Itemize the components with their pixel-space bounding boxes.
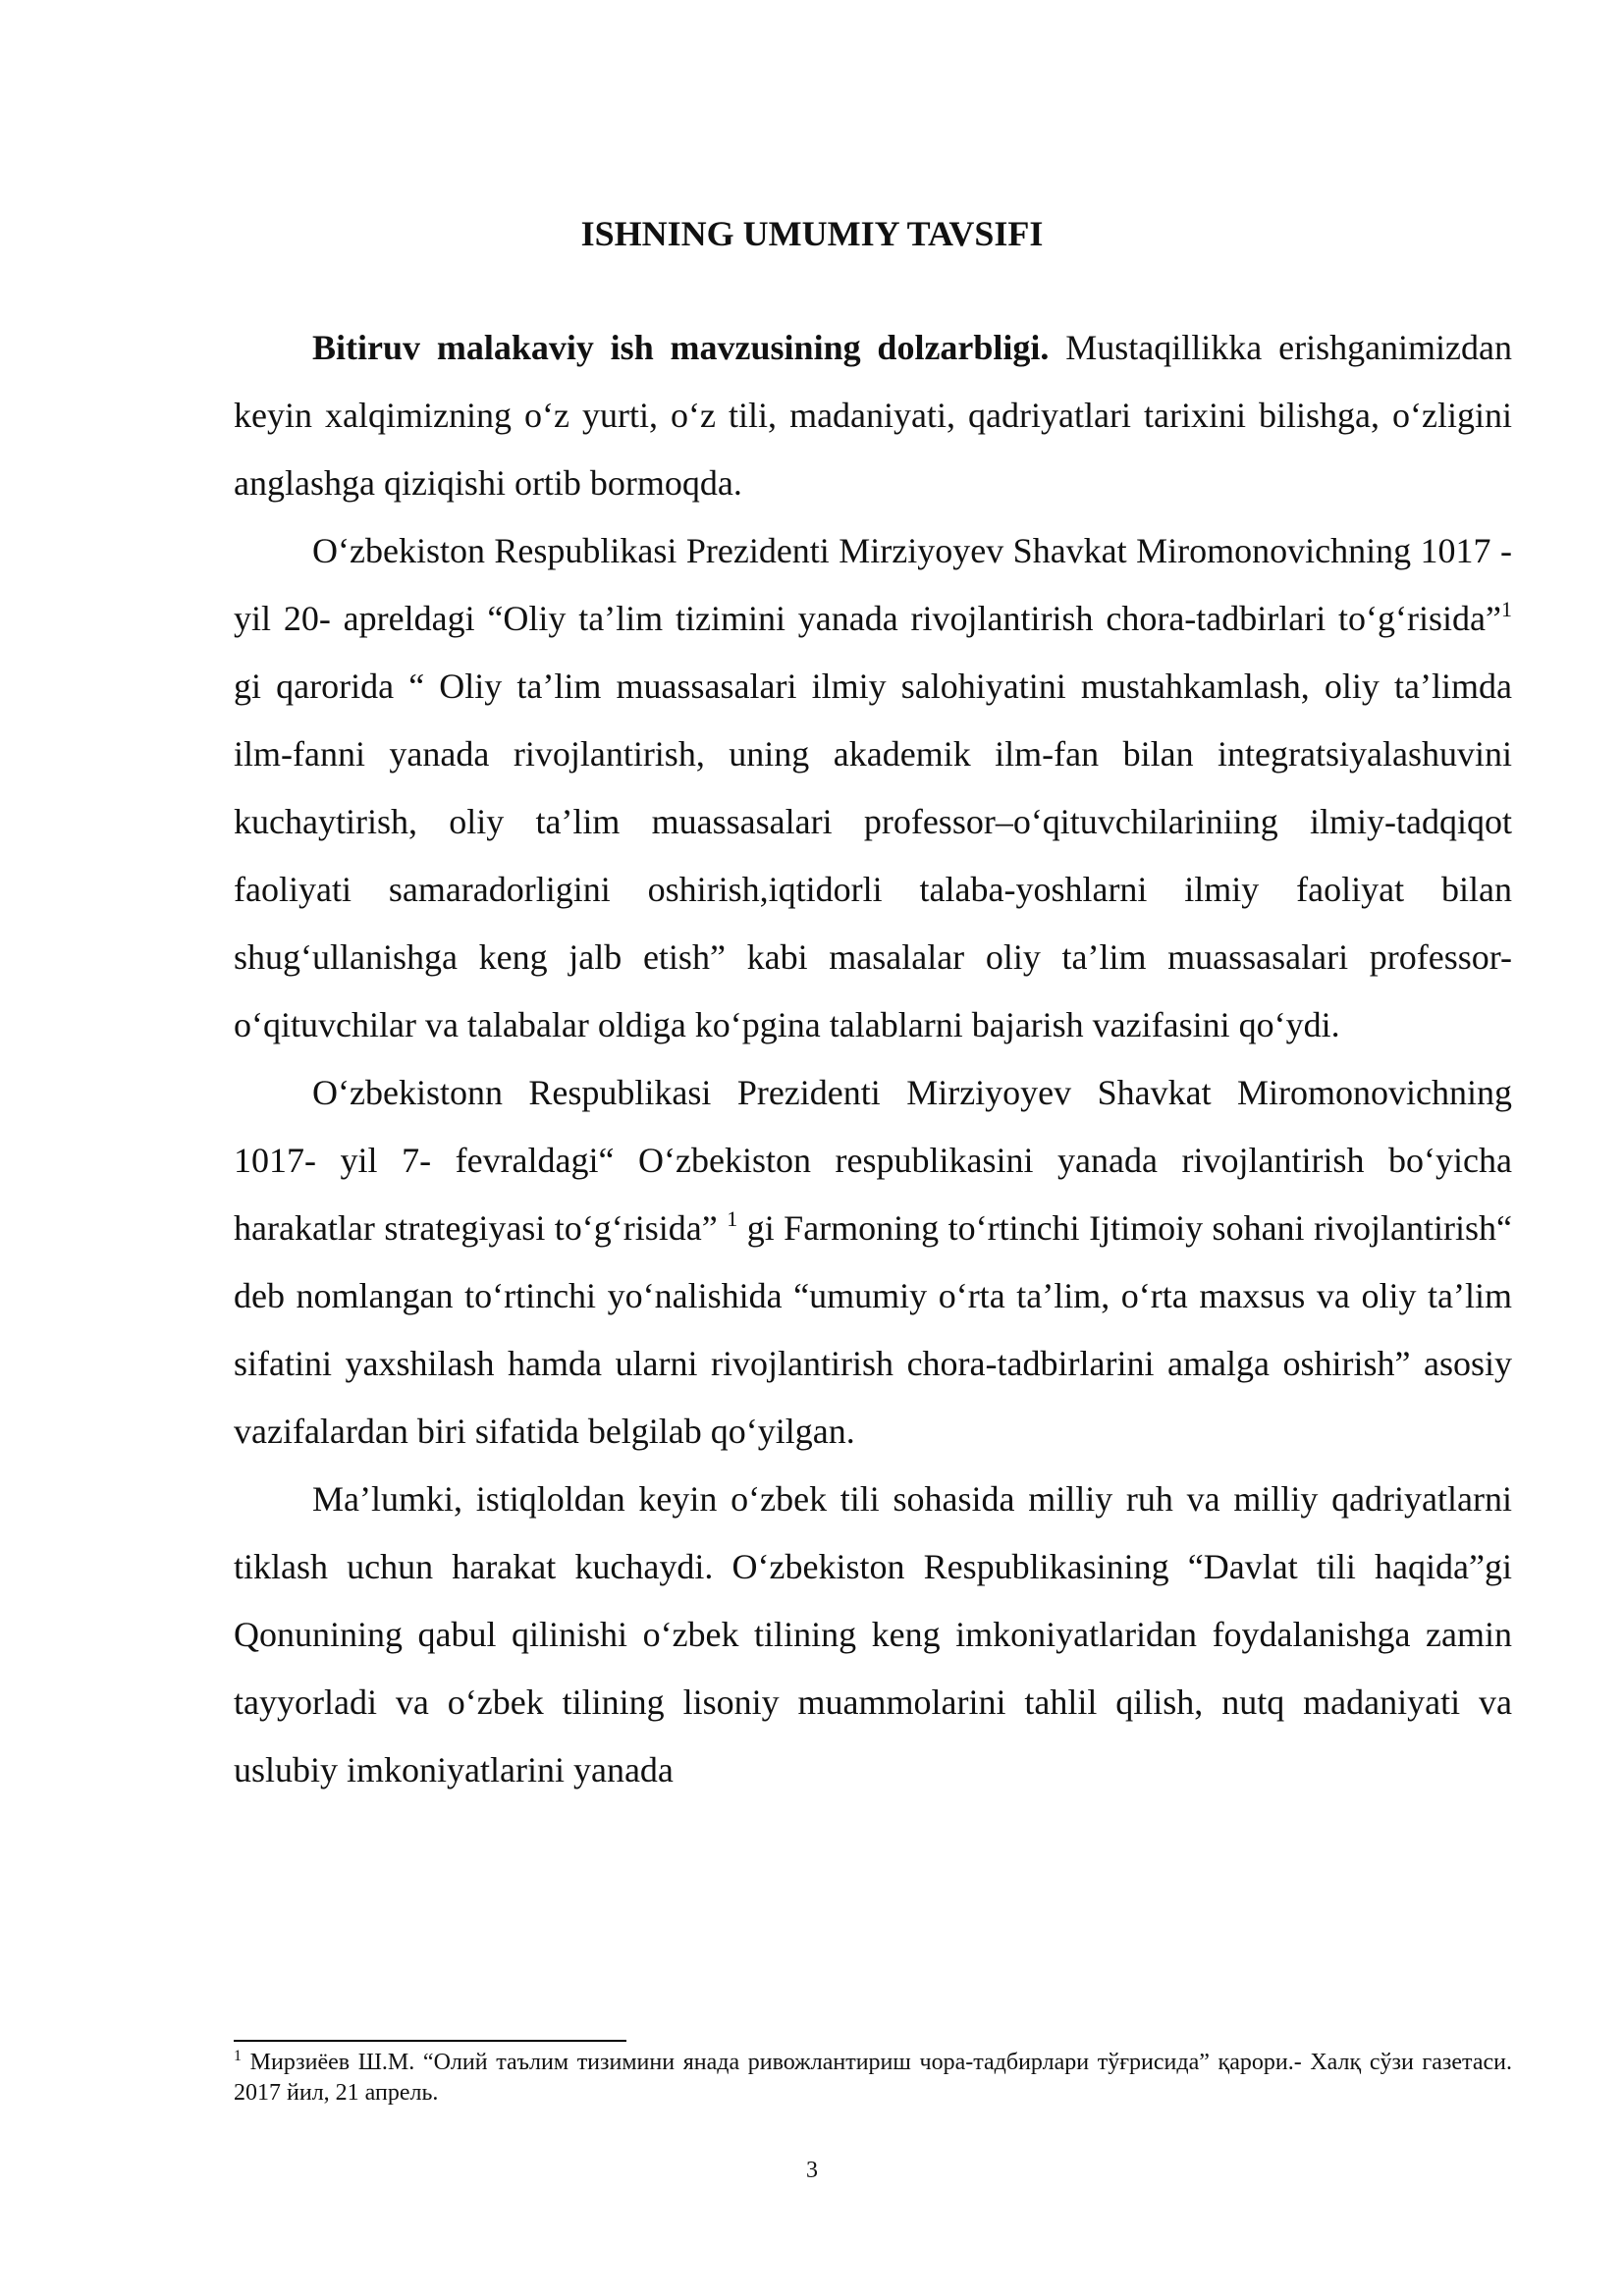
paragraph-text: gi Farmoning to‘rtinchi Ijtimoiy sohani rivojlantirish“ deb nomlangan to‘rtinchi yo‘nalishida “umumiy o‘rta ta’lim, o‘rta maxsus va oliy ta’lim sifatini yaxshilash hamda ularni rivojlantirish chora-tadbirlarini amalga oshirish” asosiy vazifalardan biri sifatida belgilab qo‘yilgan. (234, 1208, 1512, 1451)
footnote-reference: 1 (1501, 597, 1512, 621)
paragraph-decree (234, 1059, 1512, 1466)
footnote-marker: 1 (234, 2048, 242, 2064)
paragraph-text: O‘zbekistonn Respublikasi Prezidenti Mirziyoyev Shavkat Miromonovichning 1017- yil 7- fevraldagi“ O‘zbekiston respublikasini yanada rivojlantirish bo‘yicha harakatlar strategiyasi to‘g‘risida” (234, 1073, 1512, 1248)
footnote-reference: 1 (727, 1206, 738, 1231)
page-title: ISHNING UMUMIY TAVSIFI (580, 214, 1044, 253)
body-text (234, 314, 1512, 1804)
paragraph-language (234, 1466, 1512, 1804)
footnote (234, 2048, 1512, 2109)
paragraph-relevance (234, 314, 1512, 517)
footnote-text: Мирзиёев Ш.М. “Олий таълим тизимини янада ривожлантириш чора-тадбирлари тўғрисида” қарори.- Халқ сўзи газетаси. 2017 йил, 21 апрель. (234, 2050, 1512, 2106)
paragraph-text: Ma’lumki, istiqloldan keyin o‘zbek tili sohasida milliy ruh va milliy qadriyatlarni tiklash uchun harakat kuchaydi. O‘zbekiston Respublikasining “Davlat tili haqida”gi Qonunining qabul qilinishi o‘zbek tilining keng imkoniyatlaridan foydalanishga zamin tayyorladi va o‘zbek tilining lisoniy muammolarini tahlil qilish, nutq madaniyati va uslubiy imkoniyatlarini yanada (234, 1479, 1512, 1789)
paragraph-resolution (234, 517, 1512, 1059)
paragraph-text: O‘zbekiston Respublikasi Prezidenti Mirziyoyev Shavkat Miromonovichning 1017 -yil 20- apreldagi “Oliy ta’lim tizimini yanada rivojlantirish chora-tadbirlari to‘g‘risida” (234, 531, 1512, 638)
section-heading-relevance: Bitiruv malakaviy ish mavzusining dolzarbligi. (312, 328, 1050, 367)
paragraph-text: Mustaqillikka erishganimizdan keyin xalqimizning o‘z yurti, o‘z tili, madaniyati, qadriyatlari tarixini bilishga, o‘zligini anglashga qiziqishi ortib bormoqda. (234, 328, 1513, 503)
footnote-separator (234, 2040, 626, 2042)
page-number: 3 (806, 2158, 818, 2183)
paragraph-text: gi qarorida “ Oliy ta’lim muassasalari ilmiy salohiyatini mustahkamlash, oliy ta’limda ilm-fanni yanada rivojlantirish, uning akademik ilm-fan bilan integratsiyalashuvini kuchaytirish, oliy ta’lim muassasalari professor–o‘qituvchilariniing ilmiy-tadqiqot faoliyati samaradorligini oshirish,iqtidorli talaba-yoshlarni ilmiy faoliyat bilan shug‘ullanishga keng jalb etish” kabi masalalar oliy ta’lim muassasalari professor-o‘qituvchilar va talabalar oldiga ko‘pgina talablarni bajarish vazifasini qo‘ydi. (234, 667, 1512, 1044)
